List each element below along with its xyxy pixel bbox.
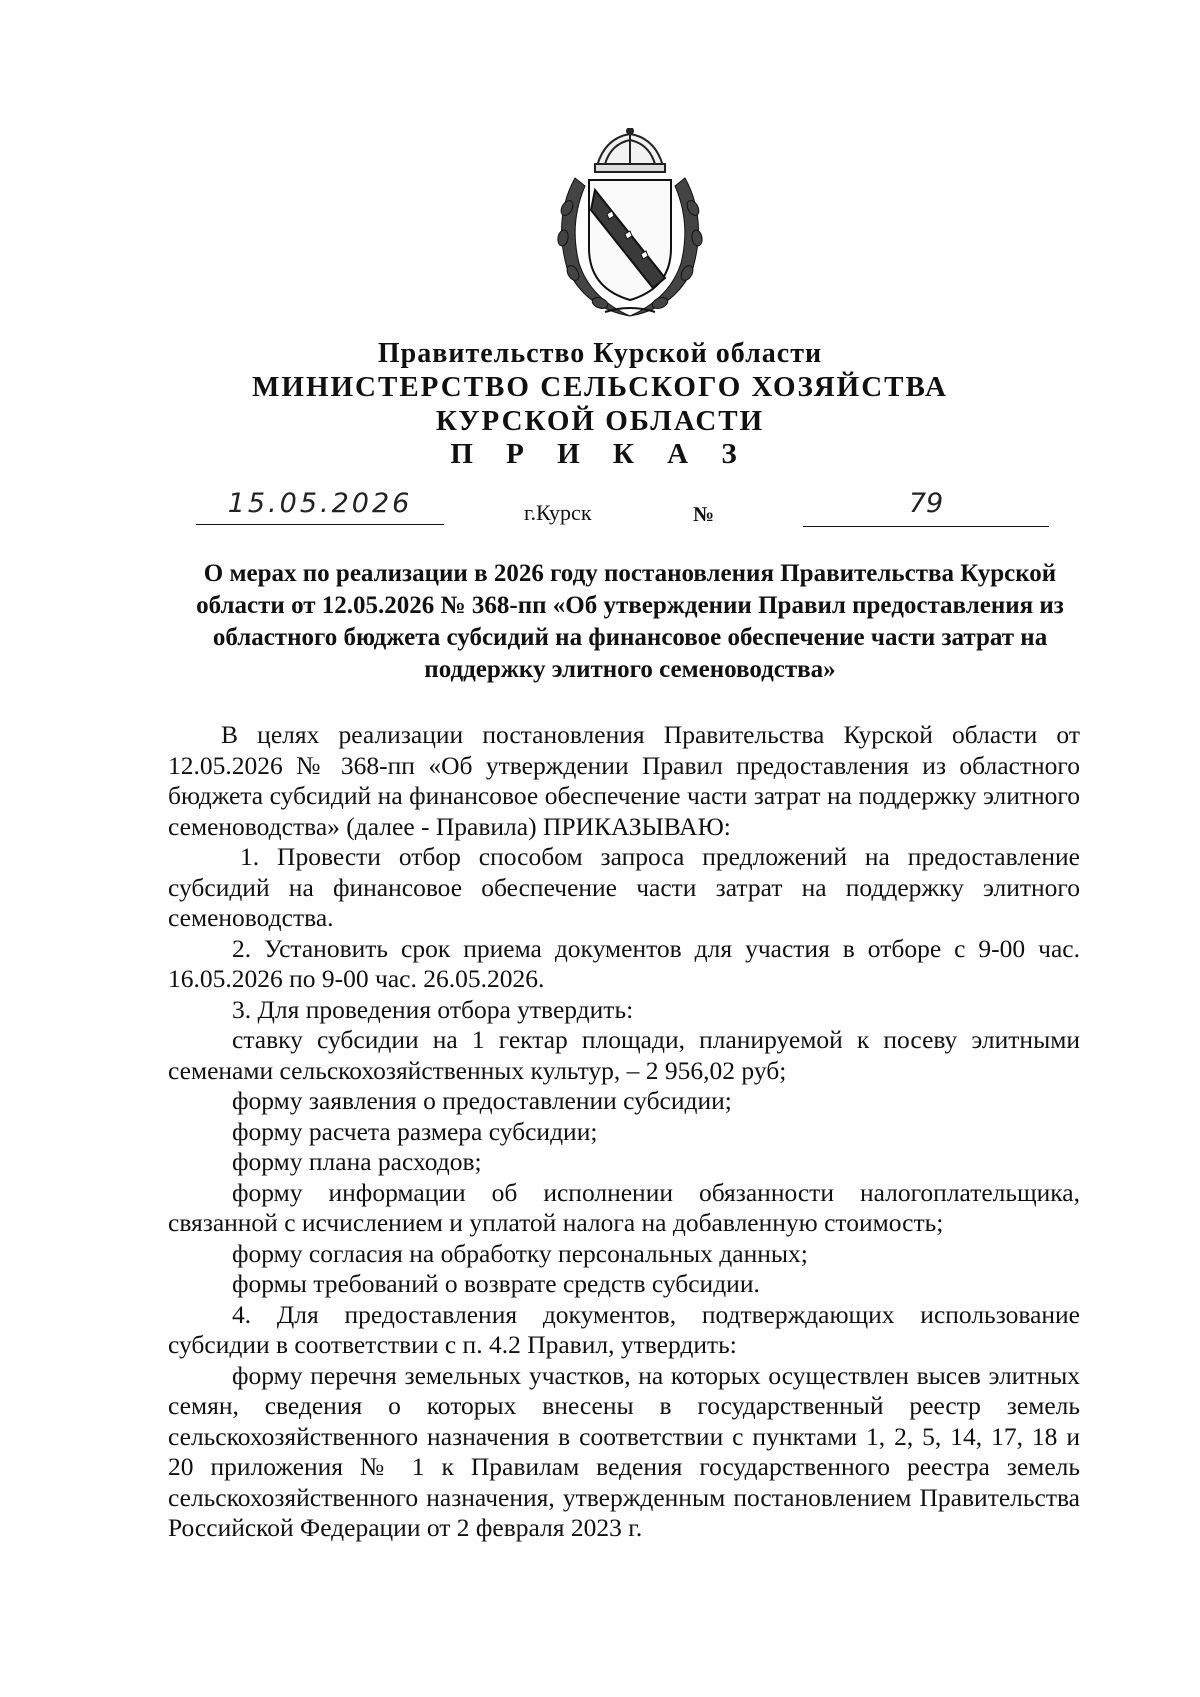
order-title: О мерах по реализации в 2026 году постановления Правительства Курской области от 12.05.2026 № 368-пп «Об утверждении Правил предоставления из областного бюджета субсидий на финансовое обеспечение части затрат на поддержку элитного семеноводства»: [196, 560, 1064, 683]
item-2-paragraph: 2. Установить срок приема документов для участия в отборе с 9-00 час. 16.05.2026 по 9-00 час. 26.05.2026.: [168, 933, 1080, 993]
item-1-paragraph: 1. Провести отбор способом запроса предложений на предоставление субсидий на финансовое обеспечение части затрат на поддержку элитного семеноводства.: [168, 842, 1080, 932]
order-date: 15.05.2026: [227, 488, 413, 519]
order-number-field: [803, 488, 1049, 527]
list-item: форму расчета размера субсидии;: [232, 1116, 598, 1146]
order-body: [168, 720, 1080, 1544]
government-name: Правительство Курской области: [377, 338, 823, 369]
item-3-paragraph: 3. Для проведения отбора утвердить:: [232, 994, 634, 1024]
list-item: форму плана расходов;: [232, 1147, 482, 1176]
list-item: формы требований о возврате средств субсидии.: [232, 1269, 760, 1298]
list-item: форму информации об исполнении обязанности налогоплательщика, связанной с исчислением и уплатой налога на добавленную стоимость;: [168, 1177, 1080, 1237]
coat-of-arms-of-kursk-oblast-icon: [545, 128, 715, 320]
list-item: форму заявления о предоставлении субсидии;: [232, 1086, 732, 1115]
document-type: П Р И К А З: [450, 438, 750, 470]
number-sign: №: [693, 502, 715, 526]
item-4-paragraph: 4. Для предоставления документов, подтверждающих использование субсидии в соответствии с п. 4.2 Правил, утвердить:: [168, 1299, 1080, 1359]
land-plots-form-paragraph: форму перечня земельных участков, на которых осуществлен высев элитных семян, сведения о которых внесены в государственный реестр земель сельскохозяйственного назначения в соответствии с пунктами 1, 2, 5, 14, 17, 18 и 20 приложения № 1 к Правилам ведения государственного реестра земель сельскохозяйственного назначения, утвержденным постановлением Правительства Российской Федерации от 2 февраля 2023 г.: [168, 1360, 1080, 1542]
order-date-field: [196, 488, 444, 525]
ministry-name-line-1: МИНИСТЕРСТВО СЕЛЬСКОГО ХОЗЯЙСТВА: [252, 371, 948, 403]
order-number: 79: [908, 488, 944, 519]
city: г.Курск: [524, 500, 592, 525]
preamble-paragraph: В целях реализации постановления Правительства Курской области от 12.05.2026 № 368-пп «Об утверждении Правил предоставления из областного бюджета субсидий на финансовое обеспечение части затрат на поддержку элитного семеноводства» (далее - Правила) ПРИКАЗЫВАЮ:: [168, 720, 1080, 841]
subsidy-rate-paragraph: ставку субсидии на 1 гектар площади, планируемой к посеву элитными семенами сельскохозяйственных культур, – 2 956,02 руб;: [168, 1025, 1080, 1085]
ministry-name-line-2: КУРСКОЙ ОБЛАСТИ: [435, 405, 765, 437]
list-item: форму согласия на обработку персональных данных;: [232, 1238, 808, 1268]
